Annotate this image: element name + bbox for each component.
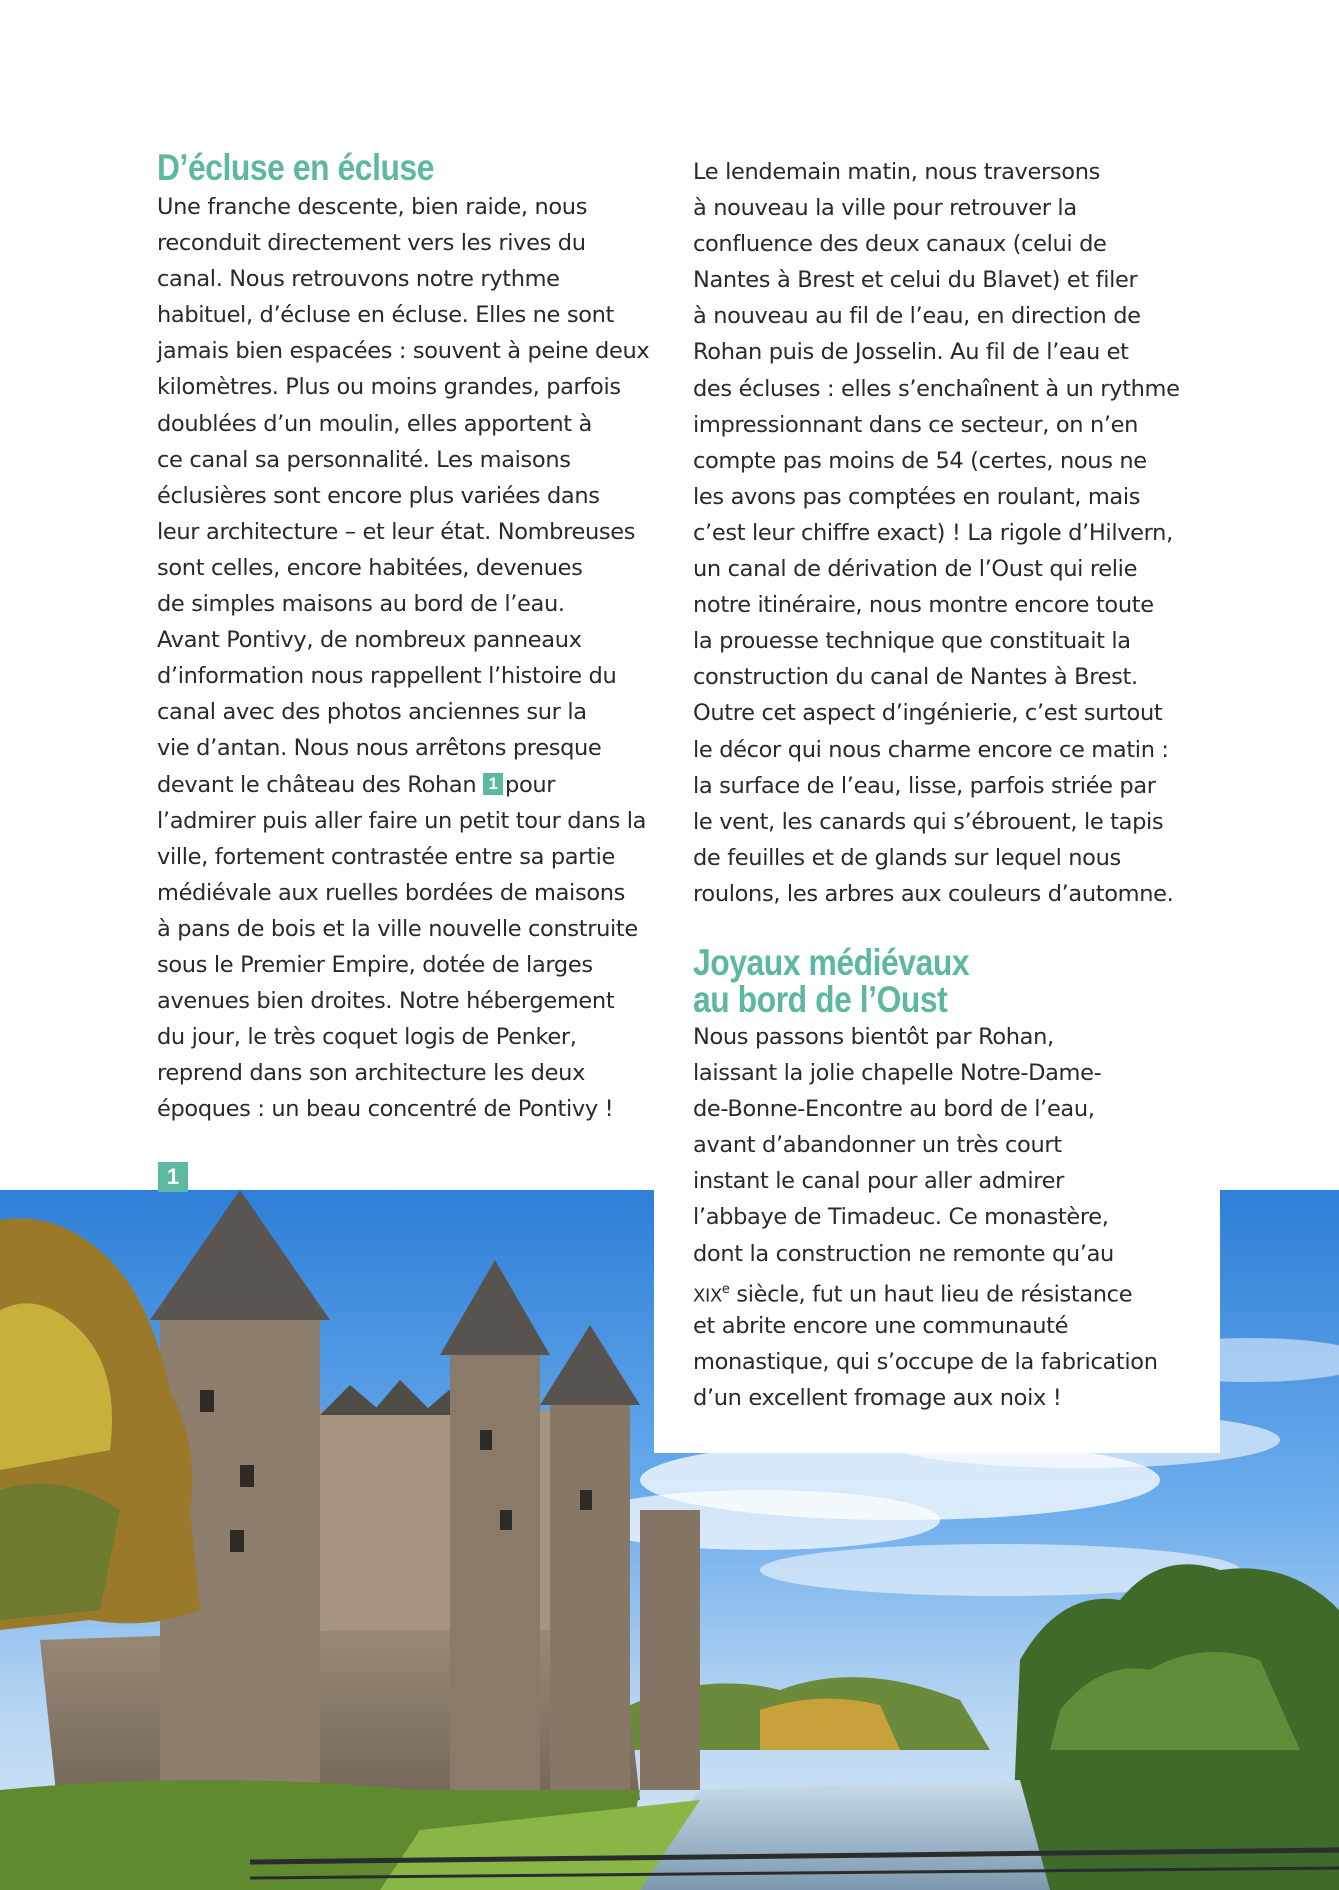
- paragraph-line: sont celles, encore habitées, devenues: [157, 554, 583, 581]
- paragraph-line: Outre cet aspect d’ingénierie, c’est surtout: [693, 700, 1163, 727]
- heading-line-2: au bord de l’Oust: [693, 979, 948, 1020]
- paragraph-line: et abrite encore une communauté: [693, 1312, 1069, 1339]
- paragraph-line: d’un excellent fromage aux noix !: [693, 1384, 1062, 1411]
- paragraph-line: avant d’abandonner un très court: [693, 1132, 1062, 1159]
- paragraph-line: impressionnant dans ce secteur, on n’en: [693, 411, 1139, 438]
- paragraph-line: habituel, d’écluse en écluse. Elles ne sont: [157, 302, 614, 329]
- paragraph-line: Nantes à Brest et celui du Blavet) et filer: [693, 267, 1138, 294]
- paragraph-line: de feuilles et de glands sur lequel nous: [693, 844, 1121, 871]
- paragraph-line: leur architecture – et leur état. Nombreuses: [157, 518, 636, 545]
- paragraph-line: l’abbaye de Timadeuc. Ce monastère,: [693, 1204, 1109, 1231]
- left-column-text: [157, 189, 649, 1127]
- paragraph-line: ce canal sa personnalité. Les maisons: [157, 446, 571, 473]
- paragraph-line: médiévale aux ruelles bordées de maisons: [157, 879, 626, 906]
- paragraph-line: Une franche descente, bien raide, nous: [157, 194, 588, 220]
- paragraph-line: des écluses : elles s’enchaînent à un rythme: [693, 375, 1180, 402]
- paragraph-line: d’information nous rappellent l’histoire du: [157, 663, 617, 690]
- paragraph-line: Nous passons bientôt par Rohan,: [693, 1024, 1054, 1050]
- paragraph-line-with-badge: [157, 767, 649, 803]
- heading-line-1: Joyaux médiévaux: [693, 942, 970, 983]
- section-heading-ecluse: D’écluse en écluse: [157, 147, 435, 188]
- paragraph-line: à nouveau la ville pour retrouver la: [693, 195, 1077, 222]
- paragraph-line: la prouesse technique que constituait la: [693, 628, 1131, 655]
- paragraph-line: sous le Premier Empire, dotée de larges: [157, 951, 593, 978]
- century-rest: siècle, fut un haut lieu de résistance: [729, 1281, 1133, 1308]
- paragraph-line: notre itinéraire, nous montre encore toute: [693, 592, 1154, 619]
- paragraph-line: de simples maisons au bord de l’eau.: [157, 591, 565, 618]
- paragraph-line: canal avec des photos anciennes sur la: [157, 699, 587, 726]
- paragraph-line: construction du canal de Nantes à Brest.: [693, 664, 1138, 691]
- paragraph-line: Avant Pontivy, de nombreux panneaux: [157, 627, 582, 654]
- paragraph-line: jamais bien espacées : souvent à peine deux: [157, 338, 650, 365]
- paragraph-line: à nouveau au fil de l’eau, en direction de: [693, 303, 1141, 330]
- paragraph-line: les avons pas comptées en roulant, mais: [693, 483, 1141, 510]
- paragraph-line: vie d’antan. Nous nous arrêtons presque: [157, 735, 602, 762]
- paragraph-line: kilomètres. Plus ou moins grandes, parfois: [157, 374, 621, 401]
- photo-number-badge: 1: [158, 1162, 188, 1192]
- right-column-text: [693, 154, 1180, 912]
- paragraph-line: avenues bien droites. Notre hébergement: [157, 988, 615, 1015]
- paragraph-line: Rohan puis de Josselin. Au fil de l’eau et: [693, 339, 1129, 366]
- paragraph-line: reconduit directement vers les rives du: [157, 230, 586, 257]
- paragraph-line: reprend dans son architecture les deux: [157, 1060, 585, 1087]
- section-heading-joyaux: [693, 944, 969, 1018]
- paragraph-line: éclusières sont encore plus variées dans: [157, 482, 600, 509]
- paragraph-line-century: [693, 1272, 1158, 1308]
- badge-line-after: pour: [505, 771, 556, 798]
- paragraph-line: compte pas moins de 54 (certes, nous ne: [693, 447, 1147, 474]
- paragraph-line: c’est leur chiffre exact) ! La rigole d’Hilvern,: [693, 519, 1173, 546]
- paragraph-line: ville, fortement contrastée entre sa partie: [157, 843, 615, 870]
- paragraph-line: l’admirer puis aller faire un petit tour dans la: [157, 807, 647, 834]
- century-superscript: e: [721, 1281, 730, 1297]
- paragraph-line: laissant la jolie chapelle Notre-Dame-: [693, 1060, 1102, 1087]
- inline-photo-badge: 1: [483, 773, 503, 795]
- paragraph-line: dont la construction ne remonte qu’au: [693, 1240, 1114, 1267]
- paragraph-line: un canal de dérivation de l’Oust qui relie: [693, 556, 1138, 583]
- paragraph-line: la surface de l’eau, lisse, parfois striée par: [693, 772, 1156, 799]
- paragraph-line: Le lendemain matin, nous traversons: [693, 159, 1100, 185]
- paragraph-line: doublées d’un moulin, elles apportent à: [157, 410, 592, 437]
- paragraph-line: monastique, qui s’occupe de la fabrication: [693, 1348, 1158, 1375]
- paragraph-line: canal. Nous retrouvons notre rythme: [157, 266, 560, 293]
- paragraph-line: à pans de bois et la ville nouvelle construite: [157, 915, 638, 942]
- paragraph-line: de-Bonne-Encontre au bord de l’eau,: [693, 1096, 1095, 1123]
- section2-text: [693, 1019, 1158, 1416]
- paragraph-line: roulons, les arbres aux couleurs d’automne.: [693, 880, 1174, 907]
- paragraph-line: instant le canal pour aller admirer: [693, 1168, 1065, 1195]
- paragraph-line: le décor qui nous charme encore ce matin :: [693, 736, 1169, 763]
- paragraph-line: le vent, les canards qui s’ébrouent, le tapis: [693, 808, 1164, 835]
- paragraph-line: du jour, le très coquet logis de Penker,: [157, 1024, 577, 1051]
- paragraph-line: confluence des deux canaux (celui de: [693, 231, 1107, 258]
- century-numeral: XIX: [693, 1285, 722, 1307]
- badge-line-before: devant le château des Rohan: [157, 771, 484, 798]
- paragraph-line: époques : un beau concentré de Pontivy !: [157, 1096, 614, 1123]
